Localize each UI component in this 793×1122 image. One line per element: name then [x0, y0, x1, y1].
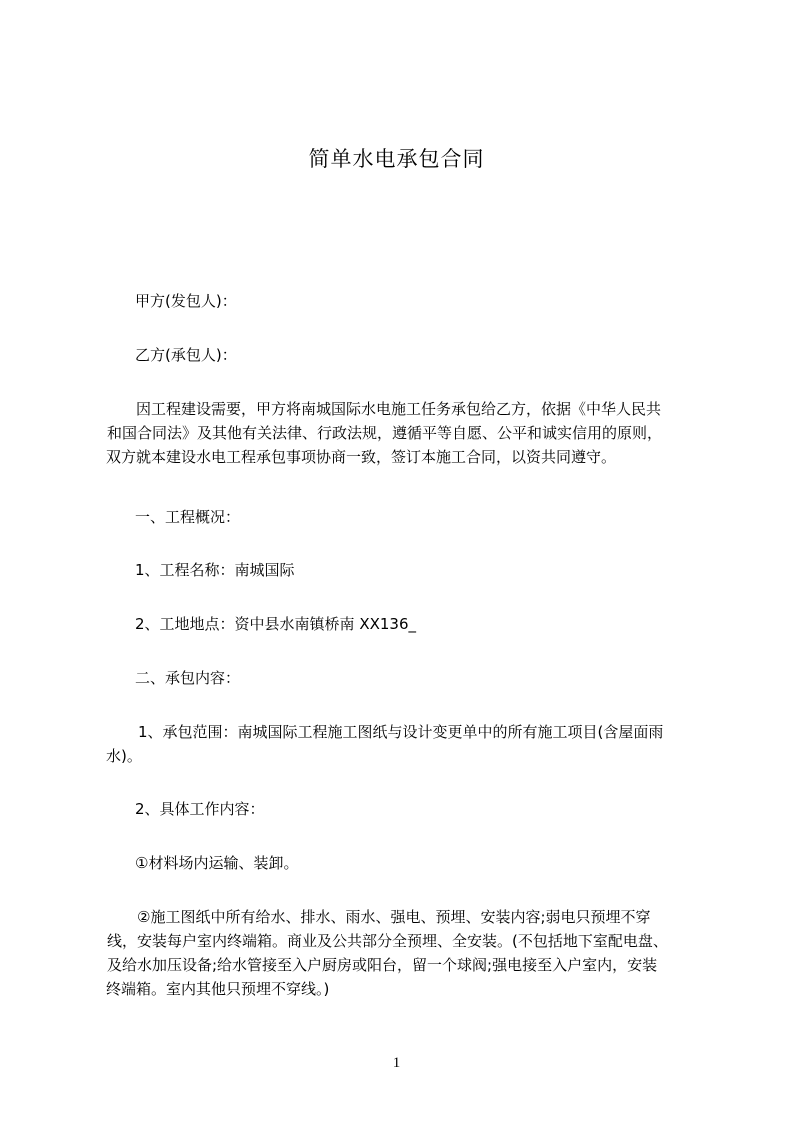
work-content-heading: 2、具体工作内容：	[135, 800, 265, 818]
scope-line-2: 水)。	[106, 747, 142, 765]
intro-paragraph	[106, 397, 716, 469]
site-location-item: 2、工地地点：资中县水南镇桥南 XX136_	[135, 615, 416, 633]
intro-line-2: 和国合同法》及其他有关法律、行政法规，遵循平等自愿、公平和诚实信用的原则，	[107, 424, 663, 442]
intro-line-3: 双方就本建设水电工程承包事项协商一致，签订本施工合同，以资共同遵守。	[106, 448, 617, 466]
party-b-line: 乙方(承包人)：	[135, 346, 237, 364]
scope-paragraph	[106, 720, 716, 768]
work-item-2-line-4: 终端箱。室内其他只预埋不穿线。)	[106, 980, 330, 998]
party-a-line: 甲方(发包人)：	[135, 292, 237, 310]
work-item-2-paragraph	[106, 905, 716, 1001]
work-item-2-line-1: ②施工图纸中所有给水、排水、雨水、强电、预埋、安装内容;弱电只预埋不穿	[137, 908, 651, 926]
work-item-2-line-3: 及给水加压设备;给水管接至入户厨房或阳台，留一个球阀;强电接至入户室内，安装	[107, 956, 658, 974]
work-item-1: ①材料场内运输、装卸。	[135, 854, 299, 872]
document-title: 简单水电承包合同	[308, 147, 485, 171]
intro-line-1: 因工程建设需要，甲方将南城国际水电施工任务承包给乙方，依据《中华人民共	[136, 400, 662, 418]
page-number: 1	[392, 1055, 401, 1071]
scope-line-1: 1、承包范围：南城国际工程施工图纸与设计变更单中的所有施工项目(含屋面雨	[138, 723, 664, 741]
work-item-2-line-2: 线，安装每户室内终端箱。商业及公共部分全预埋、全安装。(不包括地下室配电盘、	[107, 932, 668, 950]
section-2-heading: 二、承包内容：	[135, 669, 241, 687]
project-name-item: 1、工程名称：南城国际	[135, 561, 295, 579]
section-1-heading: 一、工程概况：	[135, 508, 241, 526]
